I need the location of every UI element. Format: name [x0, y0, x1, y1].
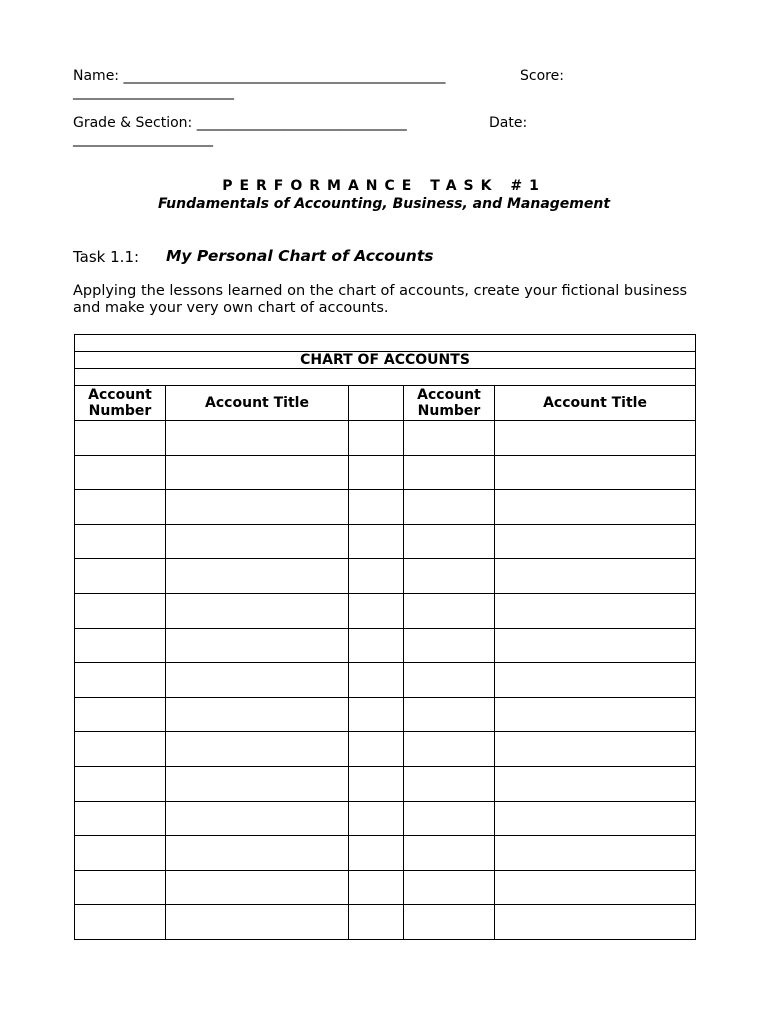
blank-cell[interactable] [349, 732, 404, 767]
account-title-cell[interactable] [495, 905, 696, 940]
account-number-cell[interactable] [404, 490, 495, 525]
account-number-cell[interactable] [404, 732, 495, 767]
account-title-cell[interactable] [166, 905, 349, 940]
table-row [75, 421, 696, 456]
grade-section-label: Grade & Section: [73, 115, 193, 131]
account-title-cell[interactable] [495, 593, 696, 628]
table-row [75, 663, 696, 698]
account-number-cell[interactable] [404, 766, 495, 801]
account-title-cell[interactable] [166, 559, 349, 594]
page-title: PERFORMANCE TASK #1 [222, 178, 546, 194]
account-number-cell[interactable] [404, 628, 495, 663]
account-title-cell[interactable] [495, 559, 696, 594]
account-title-cell[interactable] [495, 732, 696, 767]
account-number-cell[interactable] [75, 524, 166, 559]
name-field[interactable] [73, 68, 445, 84]
account-title-cell[interactable] [166, 524, 349, 559]
account-title-cell[interactable] [166, 697, 349, 732]
score-blank[interactable]: _______________________ [73, 84, 234, 100]
name-label: Name: [73, 68, 120, 84]
account-number-cell[interactable] [75, 870, 166, 905]
date-label: Date: [489, 115, 528, 131]
column-header-account-title-left: Account Title [166, 386, 349, 421]
account-title-cell[interactable] [495, 628, 696, 663]
blank-cell[interactable] [349, 524, 404, 559]
blank-cell[interactable] [349, 870, 404, 905]
account-title-cell[interactable] [166, 801, 349, 836]
account-title-cell[interactable] [166, 732, 349, 767]
table-row [75, 697, 696, 732]
account-title-cell[interactable] [166, 870, 349, 905]
account-number-cell[interactable] [404, 697, 495, 732]
account-title-cell[interactable] [495, 697, 696, 732]
blank-cell[interactable] [349, 905, 404, 940]
account-number-cell[interactable] [404, 455, 495, 490]
account-number-cell[interactable] [404, 836, 495, 871]
blank-cell[interactable] [349, 663, 404, 698]
blank-cell[interactable] [349, 490, 404, 525]
table-row [75, 524, 696, 559]
account-title-cell[interactable] [166, 421, 349, 456]
account-number-cell[interactable] [75, 628, 166, 663]
account-title-cell[interactable] [166, 628, 349, 663]
account-title-cell[interactable] [166, 593, 349, 628]
account-number-cell[interactable] [75, 836, 166, 871]
account-title-cell[interactable] [495, 766, 696, 801]
account-number-cell[interactable] [75, 801, 166, 836]
table-header-row [75, 386, 696, 421]
account-title-cell[interactable] [166, 455, 349, 490]
account-number-cell[interactable] [75, 905, 166, 940]
table-row [75, 628, 696, 663]
name-blank[interactable]: ______________________________________________ [123, 68, 446, 84]
account-number-cell[interactable] [404, 559, 495, 594]
page-subtitle: Fundamentals of Accounting, Business, and Management [157, 196, 611, 212]
account-number-cell[interactable] [404, 663, 495, 698]
table-row [75, 836, 696, 871]
blank-cell[interactable] [349, 421, 404, 456]
table-spacer-cell [75, 369, 696, 386]
grade-section-blank[interactable]: ______________________________ [196, 115, 407, 131]
blank-cell[interactable] [349, 801, 404, 836]
account-title-cell[interactable] [495, 836, 696, 871]
blank-cell[interactable] [349, 766, 404, 801]
account-title-cell[interactable] [166, 490, 349, 525]
account-number-cell[interactable] [404, 593, 495, 628]
table-row [75, 766, 696, 801]
table-row [75, 559, 696, 594]
grade-section-field[interactable] [73, 115, 407, 131]
account-title-cell[interactable] [495, 801, 696, 836]
column-header-blank [349, 386, 404, 421]
table-spacer-cell [75, 335, 696, 352]
task-number: Task 1.1: [73, 248, 140, 266]
blank-cell[interactable] [349, 628, 404, 663]
account-number-cell[interactable] [404, 524, 495, 559]
date-blank[interactable]: ____________________ [73, 131, 213, 147]
account-number-cell[interactable] [75, 490, 166, 525]
column-header-account-title-right: Account Title [495, 386, 696, 421]
blank-cell[interactable] [349, 593, 404, 628]
blank-cell[interactable] [349, 836, 404, 871]
account-title-cell[interactable] [495, 870, 696, 905]
table-row [75, 801, 696, 836]
column-header-account-number-left: Account Number [75, 386, 166, 421]
table-title-row [75, 352, 696, 369]
account-number-cell[interactable] [404, 421, 495, 456]
blank-cell[interactable] [349, 559, 404, 594]
account-number-cell[interactable] [75, 732, 166, 767]
account-title-cell[interactable] [495, 524, 696, 559]
account-title-cell[interactable] [166, 663, 349, 698]
table-row [75, 870, 696, 905]
account-title-cell[interactable] [495, 455, 696, 490]
table-row [75, 490, 696, 525]
instructions-text: Applying the lessons learned on the chart of accounts, create your fictional business and make your very own chart of accounts. [73, 283, 688, 316]
account-number-cell[interactable] [404, 870, 495, 905]
account-number-cell[interactable] [404, 905, 495, 940]
account-number-cell[interactable] [75, 593, 166, 628]
account-title-cell[interactable] [495, 490, 696, 525]
account-number-cell[interactable] [404, 801, 495, 836]
account-title-cell[interactable] [166, 766, 349, 801]
account-title-cell[interactable] [166, 836, 349, 871]
account-title-cell[interactable] [495, 421, 696, 456]
column-header-account-number-right: Account Number [404, 386, 495, 421]
chart-of-accounts-table [74, 334, 696, 940]
account-number-cell[interactable] [75, 455, 166, 490]
account-number-cell[interactable] [75, 421, 166, 456]
account-number-cell[interactable] [75, 559, 166, 594]
blank-cell[interactable] [349, 697, 404, 732]
account-number-cell[interactable] [75, 697, 166, 732]
table-row [75, 455, 696, 490]
task-name: My Personal Chart of Accounts [166, 247, 434, 265]
table-title: CHART OF ACCOUNTS [75, 352, 696, 369]
account-title-cell[interactable] [495, 663, 696, 698]
table-row [75, 593, 696, 628]
table-spacer-row [75, 369, 696, 386]
account-number-cell[interactable] [75, 663, 166, 698]
account-number-cell[interactable] [75, 766, 166, 801]
table-spacer-row [75, 335, 696, 352]
score-label: Score: [520, 68, 564, 84]
table-row [75, 905, 696, 940]
blank-cell[interactable] [349, 455, 404, 490]
table-row [75, 732, 696, 767]
